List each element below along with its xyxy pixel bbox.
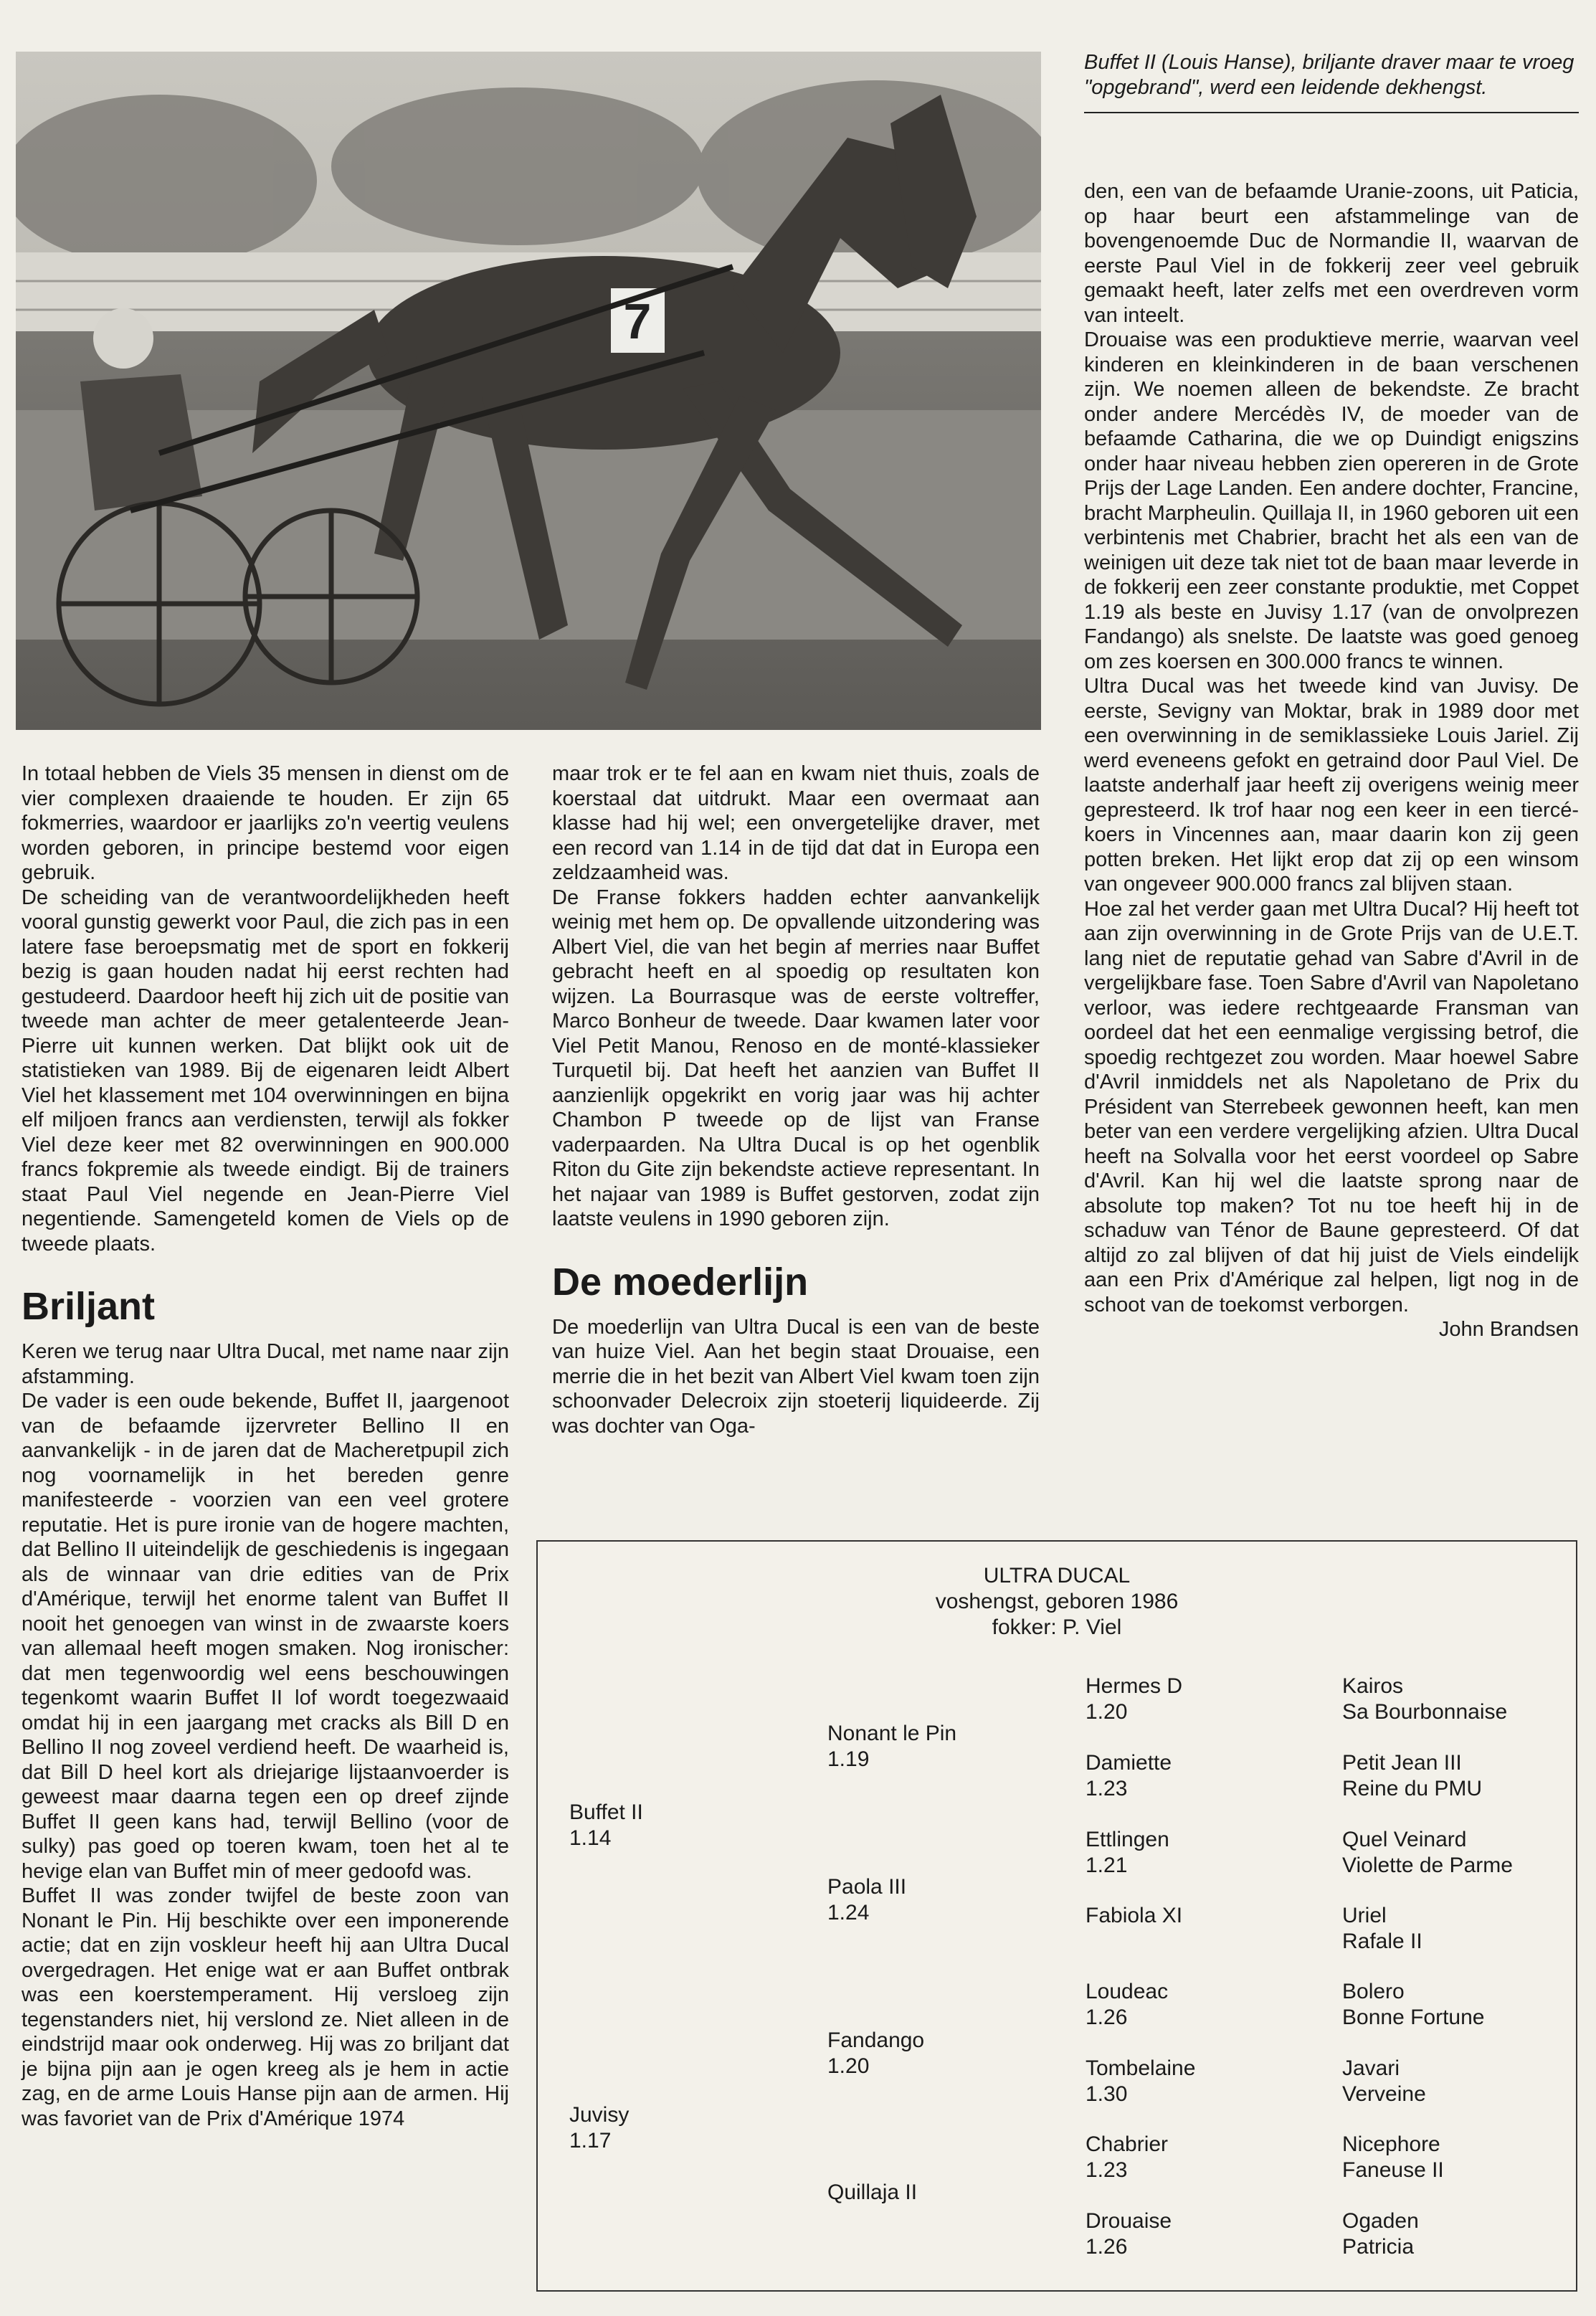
paragraph: De moederlijn van Ultra Ducal is een van de beste van huize Viel. Aan het begin staat Drouaise, een merrie die in het bezit van Albert Viel kwam toen zijn schoonvader Delecroix zijn stoeterij liquideerde. Zij was dochter van Oga- — [552, 1315, 1040, 1438]
pedigree-entry-record: 1.23 — [1086, 2158, 1128, 2182]
pedigree-entry-record: 1.17 — [569, 2129, 612, 2153]
pedigree-entry-record: 1.19 — [827, 1747, 870, 1771]
pedigree-gen2-entry — [827, 2028, 924, 2079]
article-column-3 — [1084, 179, 1579, 1342]
pedigree-gen4-entry — [1342, 1674, 1507, 1725]
pedigree-entry-record: 1.21 — [1086, 1854, 1128, 1877]
pedigree-entry-record: 1.26 — [1086, 2235, 1128, 2259]
section-heading-moederlijn: De moederlijn — [552, 1260, 809, 1304]
pedigree-entry-name: Nonant le Pin — [827, 1722, 957, 1745]
pedigree-dam-name: Violette de Parme — [1342, 1854, 1513, 1877]
pedigree-entry-record: 1.26 — [1086, 2006, 1128, 2029]
pedigree-entry-name: Buffet II — [569, 1800, 643, 1824]
pedigree-sire-name: Nicephore — [1342, 2132, 1440, 2156]
pedigree-dam-name: Verveine — [1342, 2082, 1426, 2106]
pedigree-entry-name: Damiette — [1086, 1751, 1172, 1775]
pedigree-entry-name: Quillaja II — [827, 2180, 918, 2204]
pedigree-gen4-entry — [1342, 2056, 1426, 2107]
paragraph: De scheiding van de verantwoordelijkheden heeft vooral gunstig gewerkt voor Paul, die zich pas in een latere fase beroepsmatig met de sport en fokkerij bezig is gaan houden nadat hij eerst rechten had gestudeerd. Daardoor heeft hij zich uit de positie van tweede man achter de meer getalenteerde Jean-Pierre uit kunnen werken. Dat blijkt ook uit de statistieken van 1989. Bij de eigenaren leidt Albert Viel het klassement met 104 overwinningen en bijna elf miljoen francs aan verdiensten, terwijl als fokker Viel deze keer met 82 overwinningen en 900.000 francs fokpremie als tweede eindigt. Bij de trainers staat Paul Viel negende en Jean-Pierre Viel negentiende. Samengeteld komen de Viels op de tweede plaats. — [22, 886, 509, 1256]
pedigree-dam-name: Bonne Fortune — [1342, 2006, 1485, 2029]
pedigree-gen3-entry — [1086, 1674, 1182, 1725]
pedigree-entry-name: Tombelaine — [1086, 2056, 1196, 2080]
photo-caption: Buffet II (Louis Hanse), briljante draver maar te vroeg "opgebrand", werd een leidende dekhengst. — [1084, 50, 1579, 113]
pedigree-entry-record: 1.14 — [569, 1826, 612, 1850]
pedigree-gen4-entry — [1342, 1827, 1513, 1879]
pedigree-sire-name: Kairos — [1342, 1674, 1404, 1698]
harness-racing-photo-icon — [16, 52, 1041, 730]
pedigree-entry-name: Fandango — [827, 2028, 925, 2052]
pedigree-gen3-entry — [1086, 1903, 1182, 1929]
pedigree-entry-name: Fabiola XI — [1086, 1904, 1183, 1927]
pedigree-entry-record: 1.20 — [827, 2054, 870, 2078]
pedigree-horse-name: ULTRA DUCAL — [983, 1564, 1131, 1587]
pedigree-gen3-entry — [1086, 1750, 1172, 1802]
pedigree-gen2-entry — [827, 2180, 917, 2206]
pedigree-gen2-entry — [827, 1874, 906, 1926]
pedigree-sire-name: Bolero — [1342, 1980, 1405, 2003]
paragraph: De vader is een oude bekende, Buffet II, jaargenoot van de befaamde ijzervreter Bellino II en aanvankelijk - in de jaren dat de Macheretpupil zich nog voornamelijk in het bereden genre manifesteerde - voorzien van een veel grotere reputatie. Het is pure ironie van de hogere machten, dat Bellino II uiteindelijk de geschiedenis is ingegaan als de winnaar van drie edities van de Prix d'Amérique, terwijl het enorme talent van Buffet II nooit het genoegen van winst in de zwaarste koers van allemaal heeft mogen smaken. Nog ironischer: dat men tegenwoordig wel eens beschouwingen tegenkomt waarin Buffet II lof wordt toegezwaaid omdat hij in een jaargang met cracks als Bill D en Bellino II nog zoveel verdiend heeft. De waarheid is, dat Bill D heel kort als driejarige lijstaanvoerder is geweest maar daarna tegen een op dreef zijnde Buffet II geen kans had, terwijl Bellino (voor de sulky) pas goed op toeren kwam, toen het al te hevige elan van Buffet min of meer gedoofd was. — [22, 1390, 509, 1883]
pedigree-sire — [569, 1800, 643, 1851]
pedigree-gen3-entry — [1086, 2056, 1195, 2107]
pedigree-sire-name: Javari — [1342, 2056, 1400, 2080]
pedigree-description: voshengst, geboren 1986 — [935, 1590, 1179, 1613]
pedigree-gen3-entry — [1086, 2132, 1168, 2183]
pedigree-entry-record: 1.30 — [1086, 2082, 1128, 2106]
race-number-text: 7 — [623, 293, 652, 349]
pedigree-gen4-entry — [1342, 2132, 1444, 2183]
paragraph: De Franse fokkers hadden echter aanvankelijk weinig met hem op. De opvallende uitzondering was Albert Viel, die van het begin af merries naar Buffet gebracht heeft en al spoedig op resultaten kon wijzen. La Bourrasque was de eerste voltreffer, Marco Bonheur de tweede. Daar kwamen later voor Viel Petit Manou, Renoso en de monté-klassieker Turquetil bij. Dat heeft het aanzien van Buffet II aanzienlijk opgekrikt en vorig jaar was hij achter Chambon P tweede op de lijst van Franse vaderpaarden. Na Ultra Ducal is op het ogenblik Riton du Gite zijn bekendste actieve representant. In het najaar van 1989 is Buffet gestorven, zodat zijn laatste veulens in 1990 geboren zijn. — [552, 886, 1040, 1230]
pedigree-gen4-entry — [1342, 2208, 1419, 2260]
pedigree-entry-name: Drouaise — [1086, 2209, 1172, 2233]
pedigree-sire-name: Quel Veinard — [1342, 1828, 1467, 1851]
pedigree-entry-record: 1.23 — [1086, 1777, 1128, 1800]
paragraph: den, een van de befaamde Uranie-zoons, uit Paticia, op haar beurt een afstammelinge van de bovengenoemde Duc de Normandie II, waarvan de eerste Paul Viel in de fokkerij zeer veel gebruik gemaakt heeft, later zelfs met een overdreven vorm van inteelt. — [1084, 180, 1579, 327]
paragraph: maar trok er te fel aan en kwam niet thuis, zoals de koerstaal dat uitdrukt. Maar een overmaat aan klasse had hij wel; een onvergetelijke draver, met een record van 1.14 in de tijd dat dat in Europa een zeldzaamheid was. — [552, 762, 1040, 884]
pedigree-entry-record: 1.20 — [1086, 1700, 1128, 1724]
pedigree-gen3-entry — [1086, 2208, 1172, 2260]
paragraph: In totaal hebben de Viels 35 mensen in dienst om de vier complexen draaiende te houden. Er zijn 65 fokmerries, waardoor er jaarlijks zo'n veertig veulens worden geboren, in principe bestemd voor eigen gebruik. — [22, 762, 509, 884]
pedigree-table — [536, 1540, 1577, 2292]
paragraph: Hoe zal het verder gaan met Ultra Ducal? Hij heeft tot aan zijn overwinning in de Grote Prijs van de U.E.T. lang niet de reputatie gehad van Sabre d'Avril in de vergelijkbare fase. Toen Sabre d'Avril van Napoletano verloor, was iedere rechtgeaarde Fransman van oordeel dat het een eenmalige vergissing betrof, die spoedig rechtgezet zou worden. Maar hoewel Sabre d'Avril inmiddels net als Napoletano de Prix du Président van Sterrebeek gewonnen heeft, kan men beter van een verdere vergelijking afzien. Ultra Ducal heeft na Solvalla voor het eerst voordeel op Sabre d'Avril. Kan hij wel die laatste sprong naar de absolute top maken? Tot nu toe heeft hij in de schaduw van Ténor de Baune gepresteerd. Of dat altijd zo zal blijven of dat hij juist de Viels eindelijk aan een Prix d'Amérique zal helpen, ligt nog in de schoot van de toekomst verborgen. — [1084, 897, 1579, 1316]
pedigree-dam-name: Sa Bourbonnaise — [1342, 1700, 1508, 1724]
pedigree-gen2-entry — [827, 1721, 956, 1772]
pedigree-gen3-entry — [1086, 1827, 1169, 1879]
pedigree-entry-name: Ettlingen — [1086, 1828, 1169, 1851]
pedigree-entry-record: 1.24 — [827, 1901, 870, 1925]
pedigree-dam-name: Patricia — [1342, 2235, 1415, 2259]
pedigree-entry-name: Juvisy — [569, 2103, 630, 2127]
pedigree-gen4-entry — [1342, 1750, 1482, 1802]
pedigree-entry-name: Loudeac — [1086, 1980, 1169, 2003]
author-name: John Brandsen — [1438, 1318, 1579, 1341]
paragraph: Ultra Ducal was het tweede kind van Juvisy. De eerste, Sevigny van Moktar, brak in 1989 door met een overwinning in de semiklassieke Louis Jariel. Zij werd eveneens gefokt en getraind door Paul Viel. De laatste anderhalf jaar heeft zij overigens weinig meer gepresteerd. Ik trof haar nog een keer in een tiercé-koers in Vincennes aan, maar daarin kon zij geen potten breken. Het lijkt erop dat zij op een winsom van ongeveer 900.000 francs zal blijven staan. — [1084, 675, 1579, 896]
pedigree-dam-name: Rafale II — [1342, 1930, 1422, 1953]
pedigree-dam-name: Faneuse II — [1342, 2158, 1444, 2182]
article-column-1 — [22, 761, 509, 2131]
pedigree-sire-name: Ogaden — [1342, 2209, 1419, 2233]
paragraph: Drouaise was een produktieve merrie, waarvan veel kinderen en kleinkinderen in de baan verschenen zijn. We noemen alleen de bekendste. Ze bracht onder andere Mercédès IV, de moeder van de befaamde Catharina, die we op Duindigt enigszins onder haar niveau hebben zien opereren in de Grote Prijs der Lage Landen. Een andere dochter, Francine, bracht Marpheulin. Quillaja II, in 1960 geboren uit een verbintenis met Chabrier, bracht het als een van de weinigen uit deze tak niet tot de baan maar leverde in de fokkerij een zeer constante produktie, met Coppet 1.19 als beste en Juvisy 1.17 (van de onvolprezen Fandango) als snelste. De laatste was goed genoeg om zes koersen en 300.000 francs te winnen. — [1084, 328, 1580, 673]
pedigree-entry-name: Chabrier — [1086, 2132, 1169, 2156]
section-heading-briljant: Briljant — [22, 1285, 156, 1328]
pedigree-sire-name: Petit Jean III — [1342, 1751, 1462, 1775]
pedigree-dam — [569, 2102, 629, 2154]
pedigree-breeder: fokker: P. Viel — [992, 1615, 1122, 1639]
article-column-2 — [552, 761, 1040, 1438]
paragraph: Buffet II was zonder twijfel de beste zoon van Nonant le Pin. Hij beschikte over een imponerende actie; dat en zijn voskleur heeft hij aan Ultra Ducal overgedragen. Het enige wat er aan Buffet ontbrak was een koerstemperament. Hij versloeg zijn tegenstanders niet, hij verslond ze. Niet alleen in de eindstrijd maar ook onderweg. Hij was zo briljant dat je bijna pijn aan je ogen kreeg als je hem in actie zag, en de arme Louis Hanse pijn aan de armen. Hij was favoriet van de Prix d'Amérique 1974 — [22, 1884, 509, 2130]
pedigree-sire-name: Uriel — [1342, 1904, 1387, 1927]
paragraph: Keren we terug naar Ultra Ducal, met name naar zijn afstamming. — [22, 1340, 509, 1388]
pedigree-entry-name: Hermes D — [1086, 1674, 1183, 1698]
pedigree-dam-name: Reine du PMU — [1342, 1777, 1483, 1800]
pedigree-gen4-entry — [1342, 1903, 1422, 1955]
pedigree-gen4-entry — [1342, 1979, 1484, 2031]
harness-racing-photo — [16, 52, 1041, 730]
pedigree-entry-name: Paola III — [827, 1875, 907, 1899]
pedigree-gen3-entry — [1086, 1979, 1168, 2031]
